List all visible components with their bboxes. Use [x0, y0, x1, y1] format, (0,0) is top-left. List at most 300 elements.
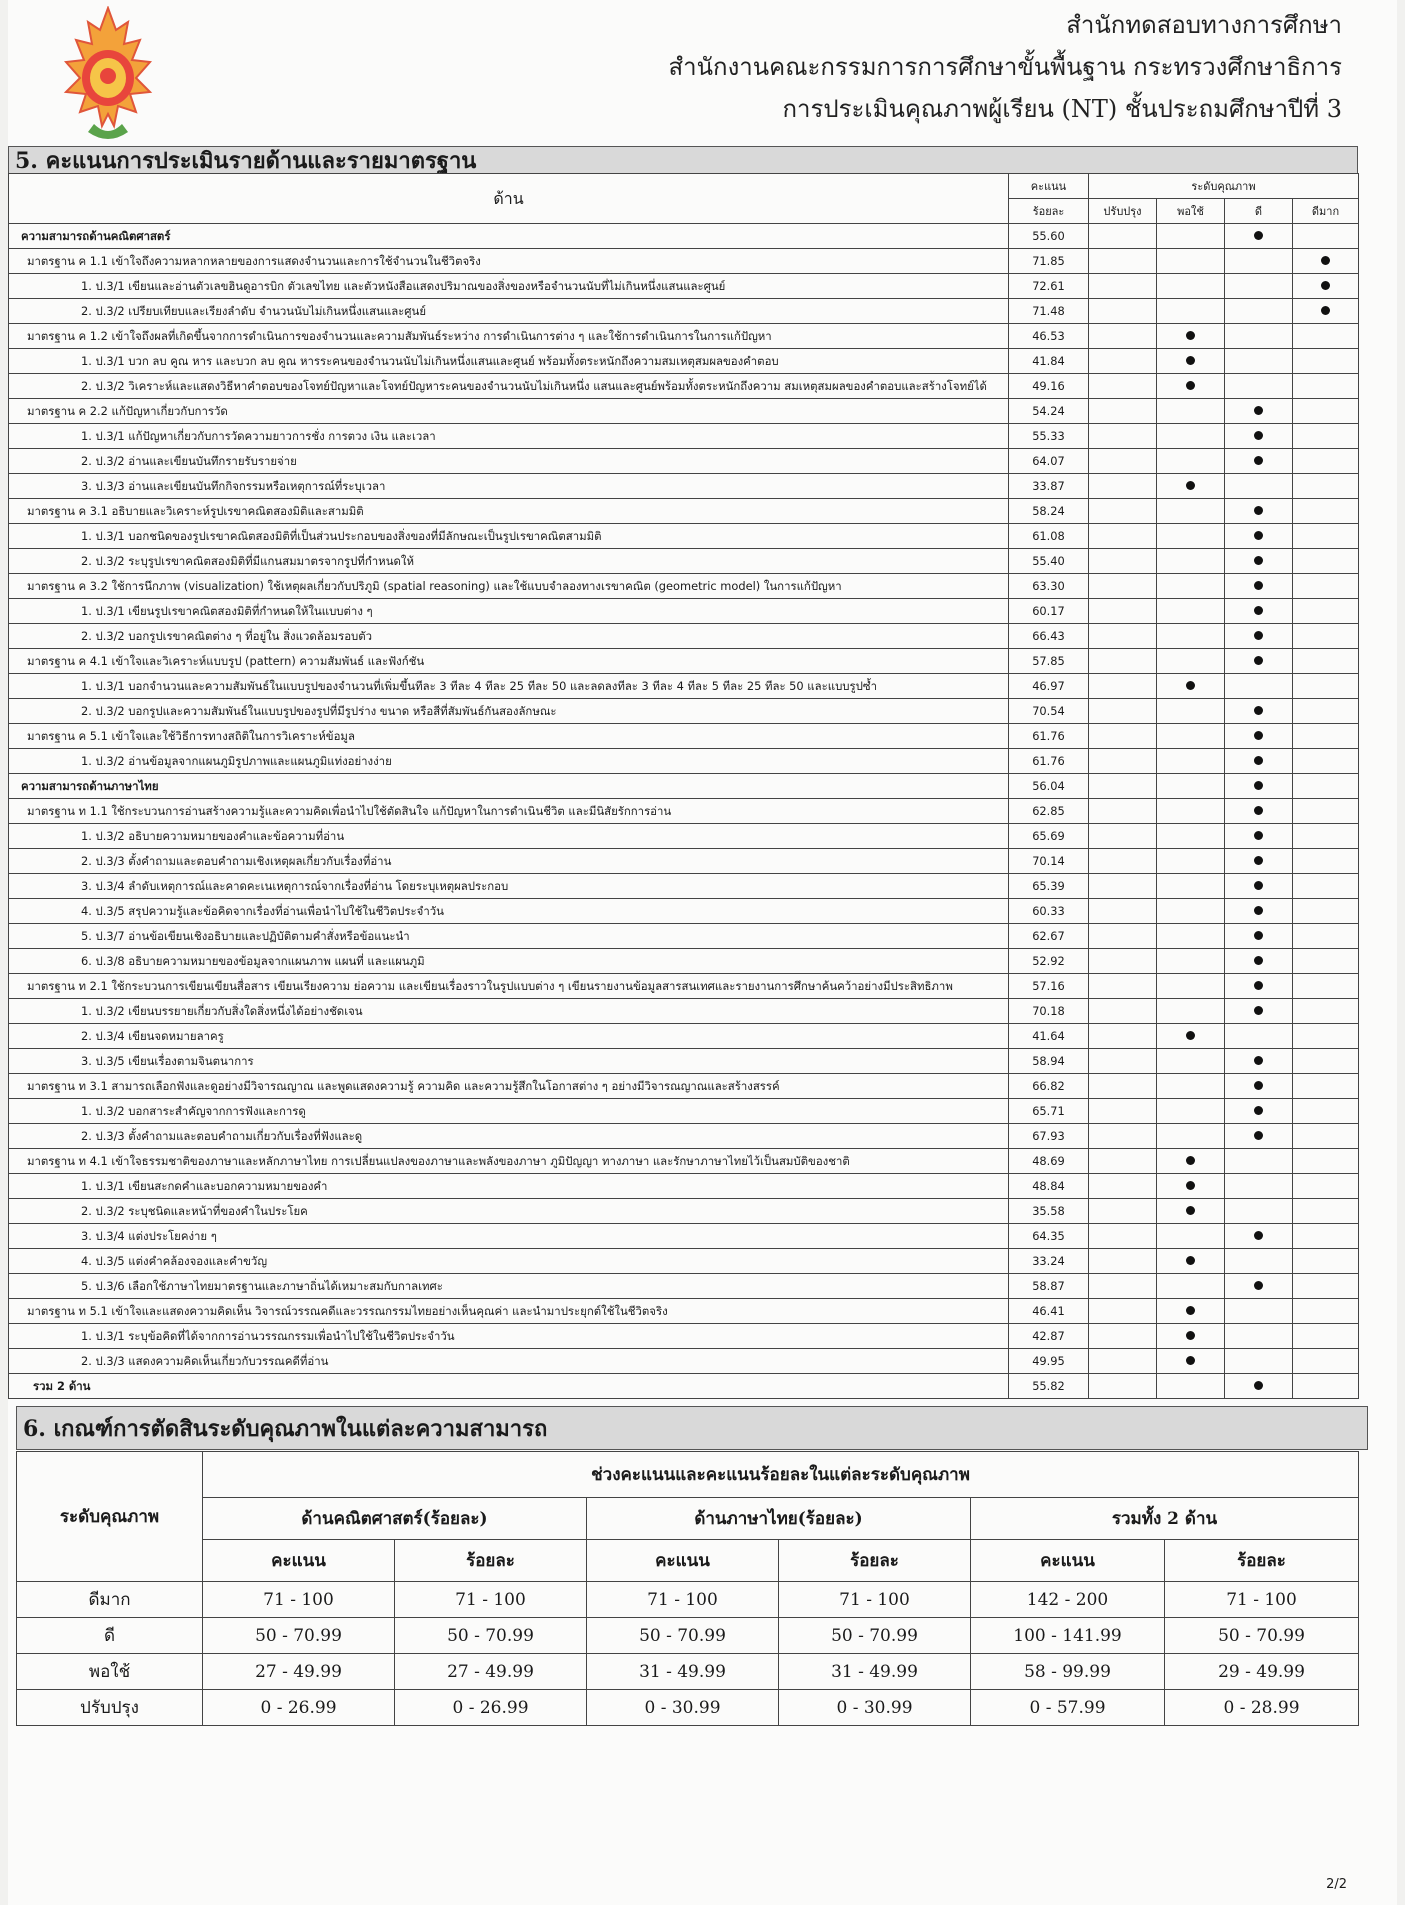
level-cell: [1157, 674, 1225, 699]
row-score: 67.93: [1009, 1124, 1089, 1149]
criteria-group-total: รวมทั้ง 2 ด้าน: [971, 1498, 1359, 1540]
row-name: 1. ป.3/1 เขียนสะกดคำและบอกความหมายของคำ: [9, 1174, 1009, 1199]
col-level-header: ระดับคุณภาพ: [1089, 174, 1359, 199]
level-marker-dot: [1254, 1281, 1263, 1290]
level-cell: [1157, 1349, 1225, 1374]
row-score: 55.33: [1009, 424, 1089, 449]
level-marker-dot: [1186, 1181, 1195, 1190]
level-cell: [1293, 774, 1359, 799]
level-cell: [1293, 1324, 1359, 1349]
level-cell: [1089, 324, 1157, 349]
level-cell: [1225, 624, 1293, 649]
level-cell: [1225, 899, 1293, 924]
row-score: 55.82: [1009, 1374, 1089, 1399]
row-name: ความสามารถด้านคณิตศาสตร์: [9, 224, 1009, 249]
level-cell: [1225, 1124, 1293, 1149]
standard-row: [9, 249, 1359, 274]
level-cell: [1157, 574, 1225, 599]
level-cell: [1293, 1349, 1359, 1374]
row-name: มาตรฐาน ค 4.1 เข้าใจและวิเคราะห์แบบรูป (pattern) ความสัมพันธ์ และฟังก์ชัน: [9, 649, 1009, 674]
row-name: ความสามารถด้านภาษาไทย: [9, 774, 1009, 799]
level-cell: [1157, 999, 1225, 1024]
criteria-range-value: 0 - 26.99: [203, 1690, 395, 1726]
level-cell: [1293, 299, 1359, 324]
level-cell: [1225, 249, 1293, 274]
level-cell: [1293, 349, 1359, 374]
level-cell: [1293, 399, 1359, 424]
level-cell: [1293, 624, 1359, 649]
indicator-row: [9, 599, 1359, 624]
indicator-row: [9, 1199, 1359, 1224]
level-cell: [1225, 1274, 1293, 1299]
standard-row: [9, 1149, 1359, 1174]
level-cell: [1225, 424, 1293, 449]
level-cell: [1089, 499, 1157, 524]
row-score: 61.76: [1009, 749, 1089, 774]
level-cell: [1089, 849, 1157, 874]
level-cell: [1157, 399, 1225, 424]
level-cell: [1225, 1149, 1293, 1174]
criteria-range-value: 50 - 70.99: [1165, 1618, 1359, 1654]
row-score: 65.39: [1009, 874, 1089, 899]
row-score: 64.35: [1009, 1224, 1089, 1249]
row-score: 71.48: [1009, 299, 1089, 324]
level-cell: [1225, 749, 1293, 774]
level-cell: [1157, 1249, 1225, 1274]
level-header-improve: ปรับปรุง: [1089, 199, 1157, 224]
level-marker-dot: [1254, 631, 1263, 640]
level-cell: [1225, 349, 1293, 374]
level-marker-dot: [1254, 831, 1263, 840]
row-name: 1. ป.3/1 บอกจำนวนและความสัมพันธ์ในแบบรูปของจำนวนที่เพิ่มขึ้นทีละ 3 ทีละ 4 ทีละ 25 ทีละ 50 และลดลงทีละ 3 ทีละ 4 ทีละ 5 ทีละ 25 ทีละ 50 และแบบรูปซ้ำ: [9, 674, 1009, 699]
section-6-title: 6. เกณฑ์การตัดสินระดับคุณภาพในแต่ละความสามารถ: [16, 1406, 1368, 1450]
level-marker-dot: [1186, 1156, 1195, 1165]
level-cell: [1293, 874, 1359, 899]
row-score: 46.53: [1009, 324, 1089, 349]
standard-row: [9, 974, 1359, 999]
row-score: 56.04: [1009, 774, 1089, 799]
level-marker-dot: [1186, 481, 1195, 490]
level-cell: [1089, 774, 1157, 799]
row-score: 64.07: [1009, 449, 1089, 474]
level-cell: [1157, 974, 1225, 999]
level-cell: [1089, 874, 1157, 899]
criteria-range-value: 71 - 100: [587, 1582, 779, 1618]
level-cell: [1089, 749, 1157, 774]
row-score: 70.14: [1009, 849, 1089, 874]
level-cell: [1157, 249, 1225, 274]
level-cell: [1089, 1174, 1157, 1199]
criteria-col-range: ช่วงคะแนนและคะแนนร้อยละในแต่ละระดับคุณภาพ: [203, 1452, 1359, 1498]
document-header: [669, 4, 1343, 130]
level-marker-dot: [1254, 856, 1263, 865]
level-cell: [1157, 1124, 1225, 1149]
level-marker-dot: [1254, 231, 1263, 240]
level-cell: [1089, 249, 1157, 274]
row-name: 1. ป.3/1 เขียนและอ่านตัวเลขฮินดูอารบิก ตัวเลขไทย และตัวหนังสือแสดงปริมาณของสิ่งของหรือจำนวนนับที่ไม่เกินหนึ่งแสนและศูนย์: [9, 274, 1009, 299]
level-cell: [1157, 299, 1225, 324]
section-5-title: 5. คะแนนการประเมินรายด้านและรายมาตรฐาน: [8, 146, 1358, 174]
row-score: 60.33: [1009, 899, 1089, 924]
standard-row: [9, 574, 1359, 599]
col-score-header-2: ร้อยละ: [1009, 199, 1089, 224]
level-cell: [1293, 649, 1359, 674]
level-cell: [1293, 924, 1359, 949]
criteria-level-name: ปรับปรุง: [17, 1690, 203, 1726]
level-marker-dot: [1186, 1256, 1195, 1265]
level-cell: [1089, 1199, 1157, 1224]
level-cell: [1157, 649, 1225, 674]
level-cell: [1157, 724, 1225, 749]
level-cell: [1157, 449, 1225, 474]
level-cell: [1225, 1024, 1293, 1049]
level-cell: [1225, 324, 1293, 349]
domain-score-rows: [9, 224, 1359, 1399]
level-marker-dot: [1254, 1381, 1263, 1390]
total-row: [9, 1374, 1359, 1399]
criteria-rows: [17, 1582, 1359, 1726]
level-cell: [1089, 974, 1157, 999]
criteria-group-math: ด้านคณิตศาสตร์(ร้อยละ): [203, 1498, 587, 1540]
level-cell: [1089, 449, 1157, 474]
level-cell: [1225, 1074, 1293, 1099]
level-cell: [1089, 624, 1157, 649]
row-score: 66.82: [1009, 1074, 1089, 1099]
level-cell: [1225, 1099, 1293, 1124]
domain-score-table: [8, 173, 1359, 1399]
report-page: [8, 0, 1397, 1905]
level-marker-dot: [1254, 956, 1263, 965]
level-cell: [1157, 749, 1225, 774]
level-cell: [1225, 274, 1293, 299]
row-score: 35.58: [1009, 1199, 1089, 1224]
level-cell: [1225, 399, 1293, 424]
level-cell: [1293, 799, 1359, 824]
indicator-row: [9, 824, 1359, 849]
level-cell: [1157, 1324, 1225, 1349]
row-name: มาตรฐาน ท 2.1 ใช้กระบวนการเขียนเขียนสื่อสาร เขียนเรียงความ ย่อความ และเขียนเรื่องราวในรูปแบบต่าง ๆ เขียนรายงานข้อมูลสารสนเทศและรายงานการศึกษาค้นคว้าอย่างมีประสิทธิภาพ: [9, 974, 1009, 999]
level-marker-dot: [1254, 406, 1263, 415]
level-cell: [1089, 1274, 1157, 1299]
level-cell: [1293, 999, 1359, 1024]
indicator-row: [9, 699, 1359, 724]
level-cell: [1293, 1374, 1359, 1399]
criteria-level-name: พอใช้: [17, 1654, 203, 1690]
standard-row: [9, 1074, 1359, 1099]
level-cell: [1089, 474, 1157, 499]
level-cell: [1225, 499, 1293, 524]
level-cell: [1157, 324, 1225, 349]
criteria-range-value: 50 - 70.99: [203, 1618, 395, 1654]
level-cell: [1089, 899, 1157, 924]
level-cell: [1157, 874, 1225, 899]
level-marker-dot: [1254, 1006, 1263, 1015]
standard-row: [9, 649, 1359, 674]
row-score: 70.54: [1009, 699, 1089, 724]
level-cell: [1089, 699, 1157, 724]
indicator-row: [9, 899, 1359, 924]
standard-row: [9, 324, 1359, 349]
level-cell: [1225, 774, 1293, 799]
level-cell: [1157, 224, 1225, 249]
level-cell: [1293, 974, 1359, 999]
level-marker-dot: [1254, 781, 1263, 790]
indicator-row: [9, 849, 1359, 874]
level-cell: [1089, 824, 1157, 849]
level-cell: [1157, 274, 1225, 299]
level-cell: [1293, 1249, 1359, 1274]
criteria-row: [17, 1582, 1359, 1618]
level-cell: [1293, 249, 1359, 274]
criteria-row: [17, 1654, 1359, 1690]
standard-row: [9, 399, 1359, 424]
level-cell: [1225, 799, 1293, 824]
level-marker-dot: [1254, 556, 1263, 565]
row-score: 33.24: [1009, 1249, 1089, 1274]
row-name: มาตรฐาน ค 5.1 เข้าใจและใช้วิธีการทางสถิติในการวิเคราะห์ข้อมูล: [9, 724, 1009, 749]
level-cell: [1089, 574, 1157, 599]
level-cell: [1293, 1049, 1359, 1074]
standard-row: [9, 499, 1359, 524]
row-name: 2. ป.3/2 ระบุชนิดและหน้าที่ของคำในประโยค: [9, 1199, 1009, 1224]
criteria-range-value: 71 - 100: [1165, 1582, 1359, 1618]
criteria-range-value: 27 - 49.99: [395, 1654, 587, 1690]
criteria-range-value: 0 - 28.99: [1165, 1690, 1359, 1726]
indicator-row: [9, 449, 1359, 474]
level-cell: [1089, 224, 1157, 249]
level-cell: [1157, 624, 1225, 649]
level-cell: [1157, 1074, 1225, 1099]
level-cell: [1157, 1099, 1225, 1124]
criteria-range-value: 142 - 200: [971, 1582, 1165, 1618]
level-cell: [1225, 1249, 1293, 1274]
row-name: 2. ป.3/2 อ่านและเขียนบันทึกรายรับรายจ่าย: [9, 449, 1009, 474]
level-marker-dot: [1254, 531, 1263, 540]
row-name: 2. ป.3/3 แสดงความคิดเห็นเกี่ยวกับวรรณคดีที่อ่าน: [9, 1349, 1009, 1374]
level-cell: [1089, 599, 1157, 624]
row-score: 49.16: [1009, 374, 1089, 399]
criteria-range-value: 71 - 100: [203, 1582, 395, 1618]
level-cell: [1293, 1274, 1359, 1299]
row-name: 1. ป.3/2 อ่านข้อมูลจากแผนภูมิรูปภาพและแผนภูมิแท่งอย่างง่าย: [9, 749, 1009, 774]
level-marker-dot: [1254, 731, 1263, 740]
row-score: 61.08: [1009, 524, 1089, 549]
level-cell: [1293, 949, 1359, 974]
level-marker-dot: [1254, 656, 1263, 665]
level-cell: [1157, 349, 1225, 374]
domain-row: [9, 774, 1359, 799]
level-cell: [1089, 674, 1157, 699]
row-name: มาตรฐาน ค 3.2 ใช้การนึกภาพ (visualization) ใช้เหตุผลเกี่ยวกับปริภูมิ (spatial reasoning) และใช้แบบจำลองทางเรขาคณิต (geometric model) ในการแก้ปัญหา: [9, 574, 1009, 599]
criteria-sub-score: คะแนน: [587, 1540, 779, 1582]
level-cell: [1293, 674, 1359, 699]
criteria-group-thai: ด้านภาษาไทย(ร้อยละ): [587, 1498, 971, 1540]
level-marker-dot: [1321, 281, 1330, 290]
criteria-range-value: 31 - 49.99: [779, 1654, 971, 1690]
criteria-level-name: ดี: [17, 1618, 203, 1654]
row-score: 52.92: [1009, 949, 1089, 974]
level-cell: [1157, 1174, 1225, 1199]
row-score: 48.84: [1009, 1174, 1089, 1199]
row-score: 58.94: [1009, 1049, 1089, 1074]
level-cell: [1157, 1024, 1225, 1049]
row-name: 2. ป.3/2 บอกรูปและความสัมพันธ์ในแบบรูปของรูปที่มีรูปร่าง ขนาด หรือสีที่สัมพันธ์กันสองลักษณะ: [9, 699, 1009, 724]
level-cell: [1157, 949, 1225, 974]
level-cell: [1089, 1299, 1157, 1324]
level-cell: [1225, 524, 1293, 549]
level-marker-dot: [1254, 1106, 1263, 1115]
criteria-range-value: 50 - 70.99: [395, 1618, 587, 1654]
row-score: 46.41: [1009, 1299, 1089, 1324]
level-cell: [1225, 549, 1293, 574]
row-name: 3. ป.3/4 แต่งประโยคง่าย ๆ: [9, 1224, 1009, 1249]
row-name: 1. ป.3/2 อธิบายความหมายของคำและข้อความที่อ่าน: [9, 824, 1009, 849]
level-cell: [1089, 1224, 1157, 1249]
row-name: 2. ป.3/2 บอกรูปเรขาคณิตต่าง ๆ ที่อยู่ใน สิ่งแวดล้อมรอบตัว: [9, 624, 1009, 649]
level-cell: [1293, 274, 1359, 299]
criteria-range-value: 71 - 100: [779, 1582, 971, 1618]
level-marker-dot: [1186, 381, 1195, 390]
level-cell: [1225, 224, 1293, 249]
level-cell: [1225, 474, 1293, 499]
criteria-range-value: 0 - 57.99: [971, 1690, 1165, 1726]
level-marker-dot: [1254, 606, 1263, 615]
level-cell: [1157, 1199, 1225, 1224]
row-score: 49.95: [1009, 1349, 1089, 1374]
indicator-row: [9, 1049, 1359, 1074]
level-cell: [1293, 374, 1359, 399]
row-name: 3. ป.3/3 อ่านและเขียนบันทึกกิจกรรมหรือเหตุการณ์ที่ระบุเวลา: [9, 474, 1009, 499]
row-score: 54.24: [1009, 399, 1089, 424]
level-cell: [1157, 1149, 1225, 1174]
level-cell: [1293, 499, 1359, 524]
indicator-row: [9, 674, 1359, 699]
level-marker-dot: [1254, 581, 1263, 590]
standard-row: [9, 1299, 1359, 1324]
level-cell: [1157, 1374, 1225, 1399]
level-cell: [1225, 974, 1293, 999]
indicator-row: [9, 999, 1359, 1024]
level-cell: [1225, 1199, 1293, 1224]
level-cell: [1225, 299, 1293, 324]
level-cell: [1089, 724, 1157, 749]
criteria-range-value: 50 - 70.99: [779, 1618, 971, 1654]
level-cell: [1089, 799, 1157, 824]
row-score: 55.60: [1009, 224, 1089, 249]
level-marker-dot: [1321, 256, 1330, 265]
row-name: 1. ป.3/1 เขียนรูปเรขาคณิตสองมิติที่กำหนดให้ในแบบต่าง ๆ: [9, 599, 1009, 624]
row-score: 65.69: [1009, 824, 1089, 849]
level-cell: [1293, 574, 1359, 599]
level-cell: [1225, 674, 1293, 699]
level-marker-dot: [1186, 331, 1195, 340]
criteria-sub-percent: ร้อยละ: [779, 1540, 971, 1582]
row-score: 62.85: [1009, 799, 1089, 824]
criteria-range-value: 58 - 99.99: [971, 1654, 1165, 1690]
level-marker-dot: [1186, 1356, 1195, 1365]
row-name: 1. ป.3/1 แก้ปัญหาเกี่ยวกับการวัดความยาวการชั่ง การตวง เงิน และเวลา: [9, 424, 1009, 449]
level-marker-dot: [1254, 1056, 1263, 1065]
level-marker-dot: [1254, 931, 1263, 940]
row-score: 46.97: [1009, 674, 1089, 699]
criteria-sub-percent: ร้อยละ: [1165, 1540, 1359, 1582]
row-score: 61.76: [1009, 724, 1089, 749]
level-cell: [1157, 1299, 1225, 1324]
criteria-range-value: 100 - 141.99: [971, 1618, 1165, 1654]
row-score: 63.30: [1009, 574, 1089, 599]
level-marker-dot: [1186, 1331, 1195, 1340]
row-name: 1. ป.3/2 บอกสาระสำคัญจากการฟังและการดู: [9, 1099, 1009, 1124]
indicator-row: [9, 474, 1359, 499]
level-cell: [1225, 1174, 1293, 1199]
level-cell: [1157, 1274, 1225, 1299]
level-cell: [1293, 424, 1359, 449]
row-score: 55.40: [1009, 549, 1089, 574]
criteria-range-value: 27 - 49.99: [203, 1654, 395, 1690]
level-cell: [1089, 1124, 1157, 1149]
row-score: 62.67: [1009, 924, 1089, 949]
row-score: 57.85: [1009, 649, 1089, 674]
level-cell: [1225, 449, 1293, 474]
level-cell: [1293, 699, 1359, 724]
header-line-1: สำนักทดสอบทางการศึกษา: [1066, 11, 1342, 39]
level-cell: [1157, 849, 1225, 874]
level-cell: [1089, 1074, 1157, 1099]
criteria-sub-score: คะแนน: [971, 1540, 1165, 1582]
criteria-level-name: ดีมาก: [17, 1582, 203, 1618]
indicator-row: [9, 1249, 1359, 1274]
level-cell: [1157, 474, 1225, 499]
level-cell: [1157, 1224, 1225, 1249]
level-cell: [1157, 599, 1225, 624]
row-score: 41.84: [1009, 349, 1089, 374]
row-name: 1. ป.3/2 เขียนบรรยายเกี่ยวกับสิ่งใดสิ่งหนึ่งได้อย่างชัดเจน: [9, 999, 1009, 1024]
level-cell: [1225, 949, 1293, 974]
level-cell: [1293, 849, 1359, 874]
level-header-excellent: ดีมาก: [1293, 199, 1359, 224]
page-number: 2/2: [1326, 1877, 1347, 1892]
row-score: 58.87: [1009, 1274, 1089, 1299]
criteria-row: [17, 1690, 1359, 1726]
row-name: 2. ป.3/3 ตั้งคำถามและตอบคำถามเชิงเหตุผลเกี่ยวกับเรื่องที่อ่าน: [9, 849, 1009, 874]
indicator-row: [9, 299, 1359, 324]
level-cell: [1225, 1224, 1293, 1249]
level-cell: [1089, 1349, 1157, 1374]
domain-row: [9, 224, 1359, 249]
level-cell: [1157, 1049, 1225, 1074]
level-cell: [1157, 549, 1225, 574]
row-name: 3. ป.3/4 ลำดับเหตุการณ์และคาดคะเนเหตุการณ์จากเรื่องที่อ่าน โดยระบุเหตุผลประกอบ: [9, 874, 1009, 899]
level-cell: [1089, 649, 1157, 674]
level-cell: [1293, 824, 1359, 849]
level-marker-dot: [1254, 756, 1263, 765]
level-cell: [1293, 524, 1359, 549]
level-cell: [1089, 299, 1157, 324]
level-marker-dot: [1186, 681, 1195, 690]
row-score: 66.43: [1009, 624, 1089, 649]
level-marker-dot: [1254, 906, 1263, 915]
indicator-row: [9, 874, 1359, 899]
row-score: 72.61: [1009, 274, 1089, 299]
level-marker-dot: [1254, 456, 1263, 465]
row-score: 71.85: [1009, 249, 1089, 274]
row-name: มาตรฐาน ค 2.2 แก้ปัญหาเกี่ยวกับการวัด: [9, 399, 1009, 424]
level-cell: [1293, 549, 1359, 574]
criteria-range-value: 50 - 70.99: [587, 1618, 779, 1654]
row-score: 70.18: [1009, 999, 1089, 1024]
criteria-range-value: 29 - 49.99: [1165, 1654, 1359, 1690]
row-name: มาตรฐาน ท 3.1 สามารถเลือกฟังและดูอย่างมีวิจารณญาณ และพูดแสดงความรู้ ความคิด และความรู้สึกในโอกาสต่าง ๆ อย่างมีวิจารณญาณและสร้างสรรค์: [9, 1074, 1009, 1099]
